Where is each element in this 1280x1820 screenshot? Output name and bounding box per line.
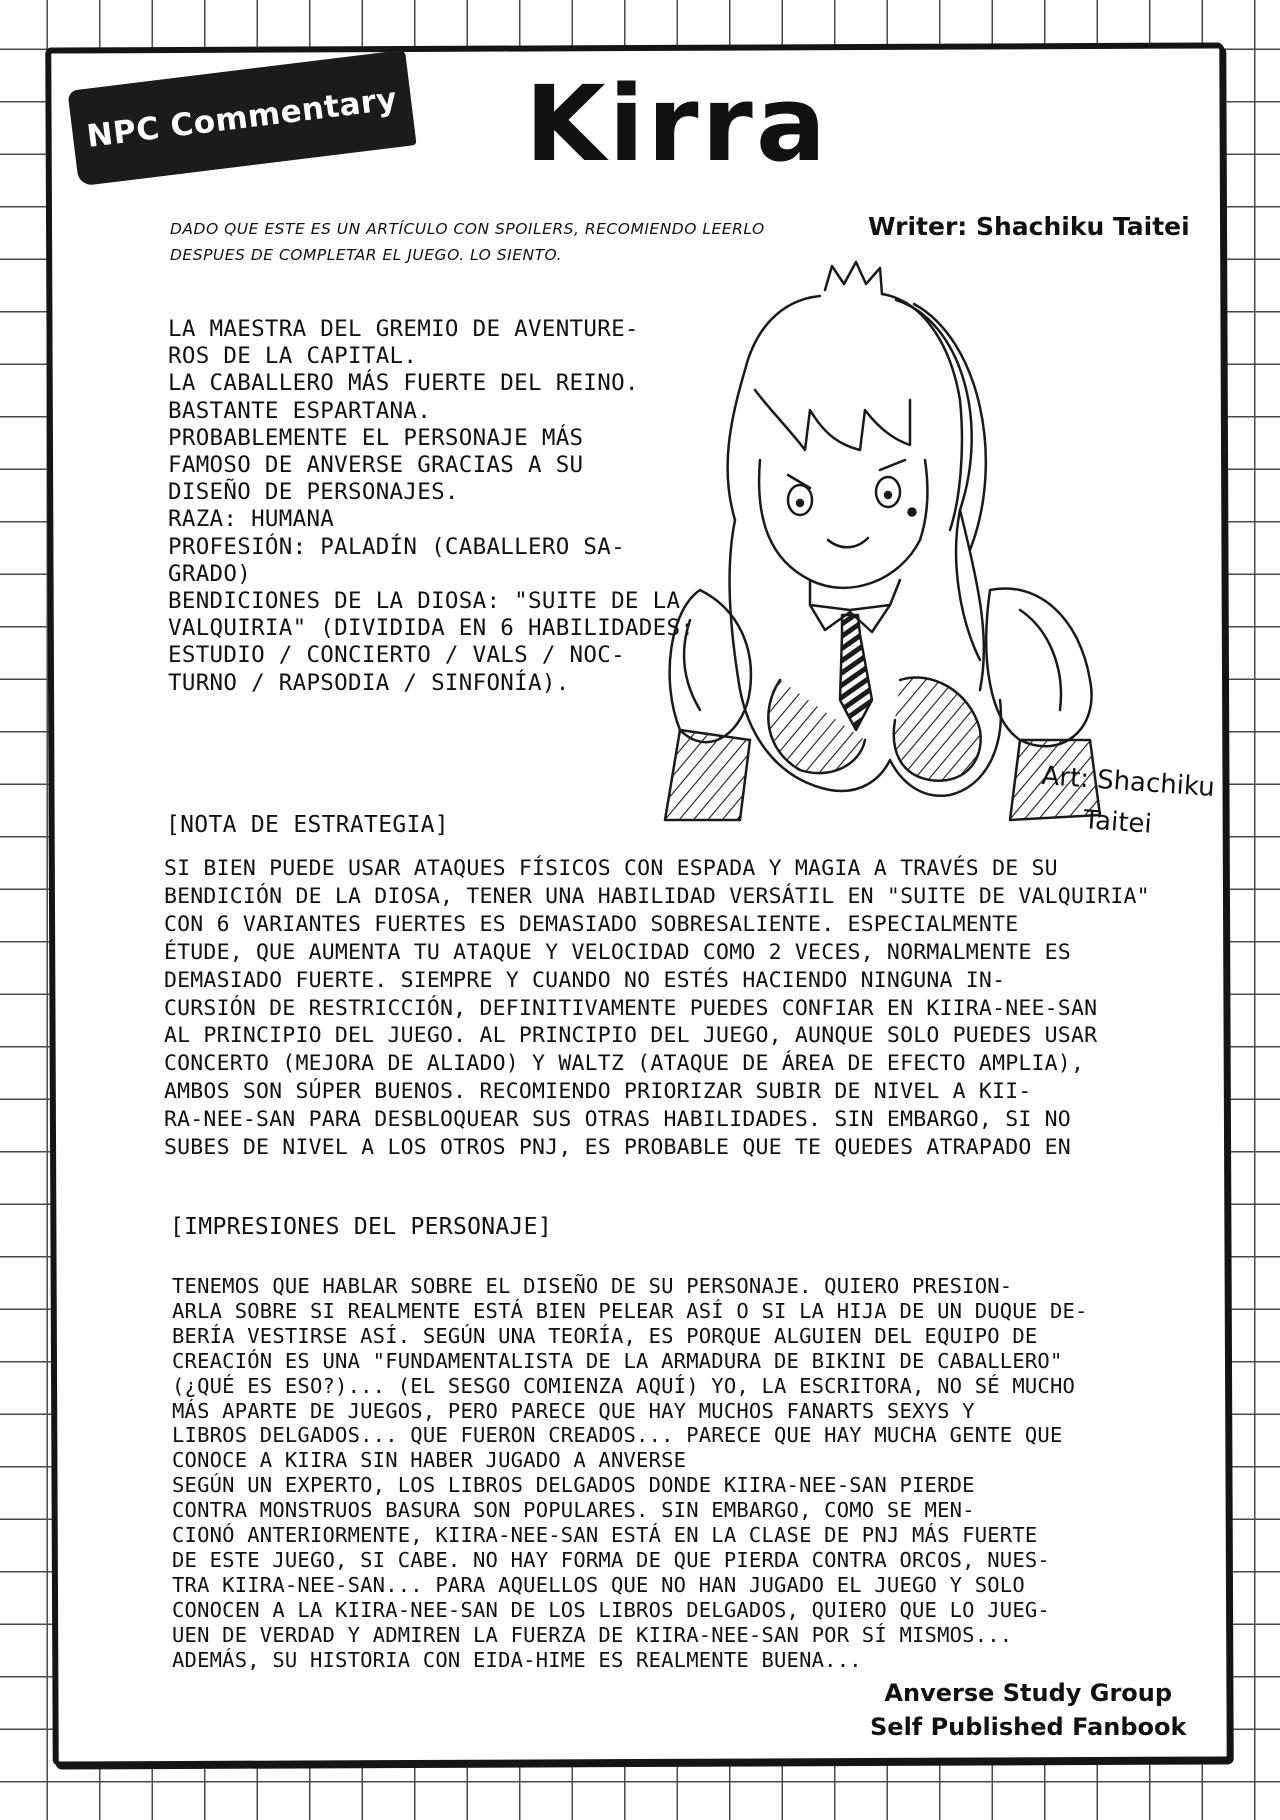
strategy-line: SI BIEN PUEDE USAR ATAQUES FÍSICOS CON ESPADA Y MAGIA A TRAVÉS DE SU <box>164 856 1058 881</box>
impressions-line: CONOCEN A LA KIIRA-NEE-SAN DE LOS LIBROS DELGADOS, QUIERO QUE LO JUEG- <box>172 1597 1050 1622</box>
profile-line: TURNO / RAPSODIA / SINFONÍA). <box>168 669 570 696</box>
impressions-line: LIBROS DELGADOS... QUE FUERON CREADOS... PARECE QUE HAY MUCHA GENTE QUE <box>172 1423 1063 1448</box>
strategy-line: AL PRINCIPIO DEL JUEGO. AL PRINCIPIO DEL JUEGO, AUNQUE SOLO PUEDES USAR <box>164 1023 1098 1049</box>
strategy-line: DEMASIADO FUERTE. SIEMPRE Y CUANDO NO ESTÉS HACIENDO NINGUNA IN- <box>164 967 1006 993</box>
impressions-line: TENEMOS QUE HABLAR SOBRE EL DISEÑO DE SU PERSONAJE. QUIERO PRESION- <box>172 1274 1013 1298</box>
profile-line: BENDICIONES DE LA DIOSA: "SUITE DE LA <box>168 588 681 615</box>
strategy-line: RA-NEE-SAN PARA DESBLOQUEAR SUS OTRAS HABILIDADES. SIN EMBARGO, SI NO <box>164 1107 1071 1133</box>
strategy-heading: [NOTA DE ESTRATEGIA] <box>166 812 449 838</box>
impressions-line: SEGÚN UN EXPERTO, LOS LIBROS DELGADOS DONDE KIIRA-NEE-SAN PIERDE <box>172 1473 975 1498</box>
strategy-line: ÉTUDE, QUE AUMENTA TU ATAQUE Y VELOCIDAD COMO 2 VECES, NORMALMENTE ES <box>164 939 1071 965</box>
profile-line: BASTANTE ESPARTANA. <box>168 397 432 424</box>
profile-line: ROS DE LA CAPITAL. <box>168 343 418 370</box>
art-credit-line: Taitei <box>1082 804 1153 840</box>
impressions-line: (¿QUÉ ES ESO?)... (EL SESGO COMIENZA AQUÍ) YO, LA ESCRITORA, NO SÉ MUCHO <box>172 1373 1076 1398</box>
impressions-line: CONTRA MONSTRUOS BASURA SON POPULARES. SIN EMBARGO, COMO SE MEN- <box>172 1498 975 1523</box>
strategy-line: CON 6 VARIANTES FUERTES ES DEMASIADO SOBRESALIENTE. ESPECIALMENTE <box>164 911 1019 937</box>
page-title: Kirra <box>525 63 829 185</box>
writer-credit: Writer: Shachiku Taitei <box>868 212 1190 241</box>
impressions-text <box>172 1274 1122 1673</box>
profile-line: FAMOSO DE ANVERSE GRACIAS A SU <box>168 452 584 479</box>
art-credit-line: Art: Shachiku <box>1040 761 1216 804</box>
disclaimer-line: DADO QUE ESTE ES UN ARTÍCULO CON SPOILERS, RECOMIENDO LEERLO <box>170 220 765 238</box>
strategy-line: CONCERTO (MEJORA DE ALIADO) Y WALTZ (ATAQUE DE ÁREA DE EFECTO AMPLIA), <box>164 1051 1085 1077</box>
impressions-line: CONOCE A KIIRA SIN HABER JUGADO A ANVERSE <box>172 1448 687 1473</box>
profile-line: VALQUIRIA" (DIVIDIDA EN 6 HABILIDADES: <box>168 615 695 642</box>
profile-line: LA MAESTRA DEL GREMIO DE AVENTURE- <box>168 316 639 342</box>
tag-label: NPC Commentary <box>84 81 400 155</box>
impressions-line: TRA KIIRA-NEE-SAN... PARA AQUELLOS QUE NO HAN JUGADO EL JUEGO Y SOLO <box>172 1572 1025 1597</box>
art-credit <box>1038 760 1216 845</box>
strategy-text <box>164 855 1184 1162</box>
footer-line: Self Published Fanbook <box>870 1713 1187 1741</box>
impressions-line: BERÍA VESTIRSE ASÍ. SEGÚN UNA TEORÍA, ES PORQUE ALGUIEN DEL EQUIPO DE <box>172 1323 1038 1348</box>
profile-line: PROFESIÓN: PALADÍN (CABALLERO SA- <box>168 533 625 560</box>
impressions-line: ADEMÁS, SU HISTORIA CON EIDA-HIME ES REALMENTE BUENA... <box>172 1647 862 1672</box>
publisher-footer <box>870 1676 1186 1744</box>
profile-line: GRADO) <box>168 560 252 587</box>
impressions-line: CIONÓ ANTERIORMENTE, KIIRA-NEE-SAN ESTÁ EN LA CLASE DE PNJ MÁS FUERTE <box>172 1523 1038 1548</box>
character-profile <box>168 316 695 697</box>
footer-line: Anverse Study Group <box>884 1679 1173 1707</box>
profile-line: PROBABLEMENTE EL PERSONAJE MÁS <box>168 424 584 451</box>
impressions-line: CREACIÓN ES UNA "FUNDAMENTALISTA DE LA ARMADURA DE BIKINI DE CABALLERO" <box>172 1348 1063 1373</box>
strategy-line: CURSIÓN DE RESTRICCIÓN, DEFINITIVAMENTE PUEDES CONFIAR EN KIIRA-NEE-SAN <box>164 995 1098 1021</box>
profile-line: LA CABALLERO MÁS FUERTE DEL REINO. <box>168 370 639 397</box>
profile-line: ESTUDIO / CONCIERTO / VALS / NOC- <box>168 642 625 669</box>
impressions-line: DE ESTE JUEGO, SI CABE. NO HAY FORMA DE QUE PIERDA CONTRA ORCOS, NUES- <box>172 1547 1050 1572</box>
impressions-line: UEN DE VERDAD Y ADMIREN LA FUERZA DE KIIRA-NEE-SAN POR SÍ MISMOS... <box>172 1622 1013 1647</box>
impressions-heading: [IMPRESIONES DEL PERSONAJE] <box>170 1214 552 1240</box>
character-illustration <box>660 260 1130 840</box>
impressions-line: MÁS APARTE DE JUEGOS, PERO PARECE QUE HAY MUCHOS FANARTS SEXYS Y <box>172 1398 975 1423</box>
disclaimer-line: DESPUES DE COMPLETAR EL JUEGO. LO SIENTO. <box>170 246 563 264</box>
profile-line: RAZA: HUMANA <box>168 506 335 533</box>
strategy-line: SUBES DE NIVEL A LOS OTROS PNJ, ES PROBABLE QUE TE QUEDES ATRAPADO EN <box>164 1135 1071 1161</box>
impressions-line: ARLA SOBRE SI REALMENTE ESTÁ BIEN PELEAR ASÍ O SI LA HIJA DE UN DUQUE DE- <box>172 1298 1088 1323</box>
profile-line: DISEÑO DE PERSONAJES. <box>168 479 459 506</box>
strategy-line: BENDICIÓN DE LA DIOSA, TENER UNA HABILIDAD VERSÁTIL EN "SUITE DE VALQUIRIA" <box>164 883 1150 909</box>
strategy-line: AMBOS SON SÚPER BUENOS. RECOMIENDO PRIORIZAR SUBIR DE NIVEL A KII- <box>164 1079 1032 1105</box>
